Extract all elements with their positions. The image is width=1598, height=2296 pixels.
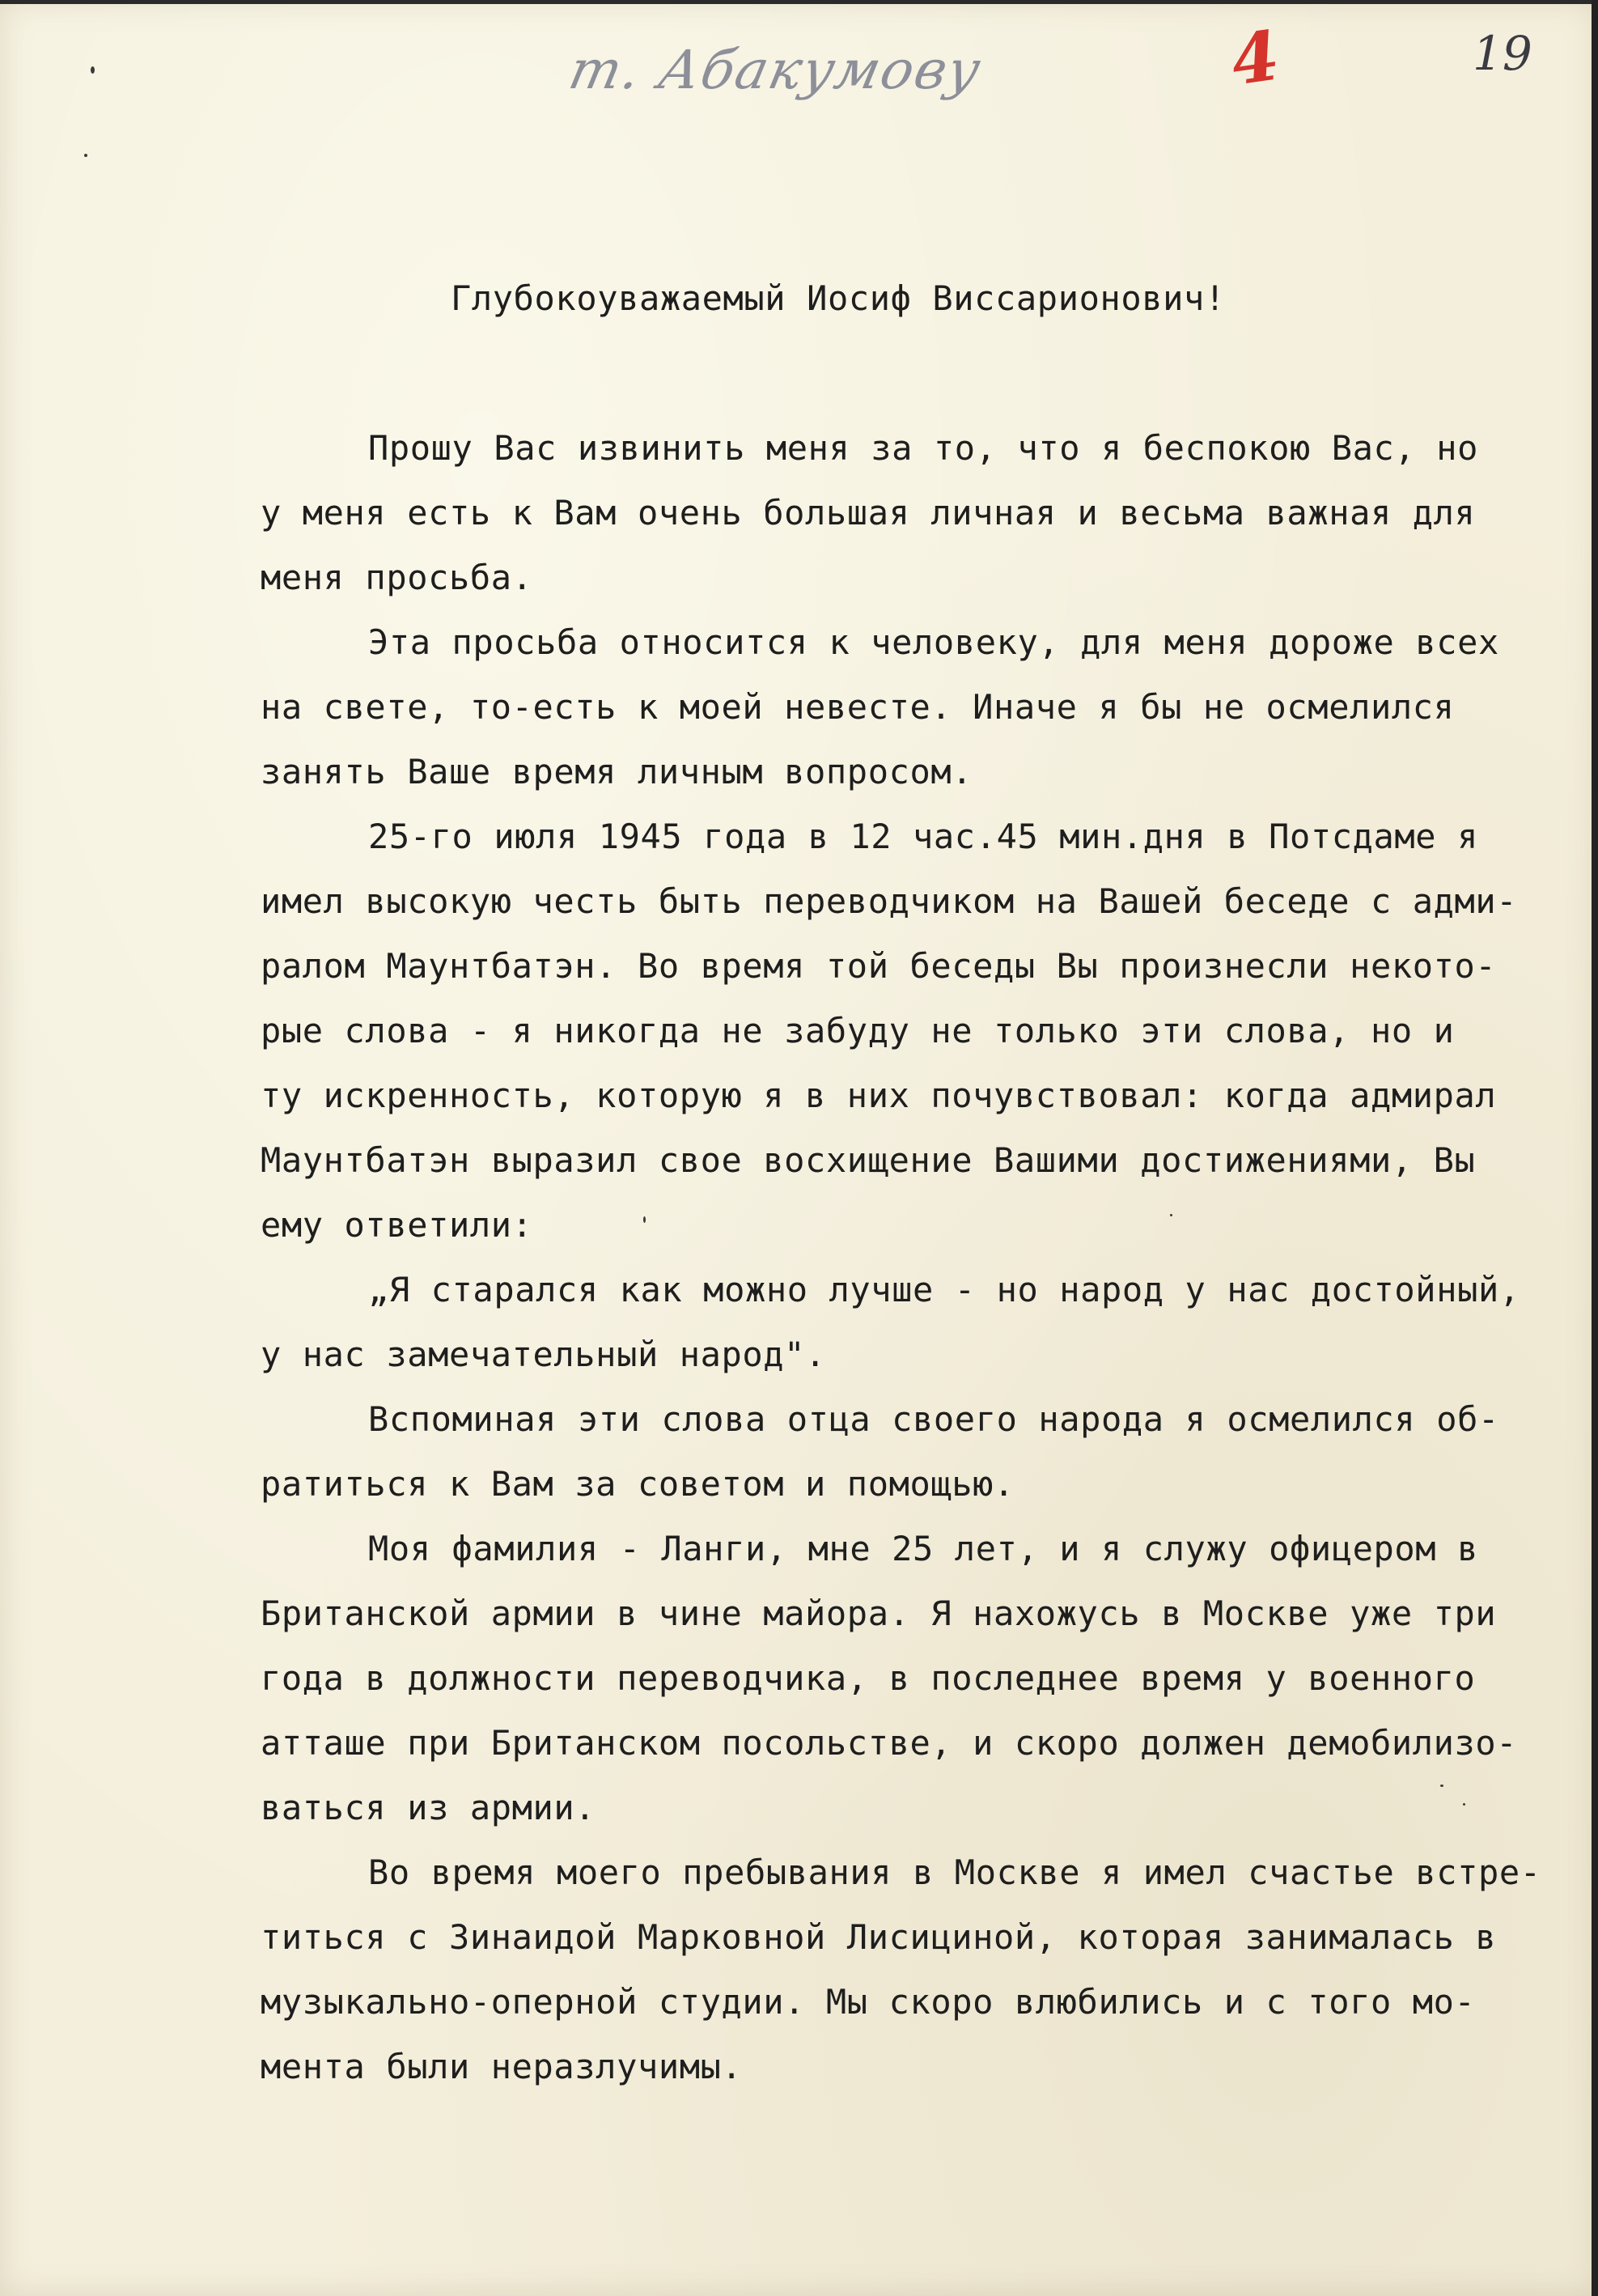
letter-line: Маунтбатэн выразил свое восхищение Вашими достижениями, Вы	[261, 1140, 1476, 1180]
letter-line: на свете, то-есть к моей невесте. Иначе я бы не осмелился	[261, 687, 1455, 727]
letter-line: года в должности переводчика, в последнее время у военного	[261, 1658, 1476, 1698]
letter-line: 25-го июля 1945 года в 12 час.45 мин.дня в Потсдаме я	[368, 817, 1478, 856]
letter-line: ралом Маунтбатэн. Во время той беседы Вы произнесли некото-	[261, 946, 1497, 986]
letter-line: титься с Зинаидой Марковной Лисициной, которая занималась в	[261, 1917, 1497, 1957]
paper-speck	[91, 66, 95, 74]
paper-speck	[1170, 1214, 1172, 1216]
letter-line: мента были неразлучимы.	[261, 2047, 743, 2086]
letter-line: ему ответили:	[261, 1205, 533, 1245]
letter-line: Эта просьба относится к человеку, для меня дороже всех	[368, 622, 1499, 662]
letter-line: рые слова - я никогда не забуду не только эти слова, но и	[261, 1011, 1455, 1050]
letter-line: ратиться к Вам за советом и помощью.	[261, 1464, 1015, 1504]
letter-line: Британской армии в чине майора. Я нахожусь в Москве уже три	[261, 1594, 1497, 1633]
letter-line: занять Ваше время личным вопросом.	[261, 752, 973, 792]
letter-line: музыкально-оперной студии. Мы скоро влюбились и с того мо-	[261, 1982, 1476, 2022]
paper-speck	[643, 1216, 646, 1223]
letter-line: у меня есть к Вам очень большая личная и весьма важная для	[261, 493, 1476, 533]
paper-speck	[84, 154, 87, 157]
letter-line: ту искренность, которую я в них почувствовал: когда адмирал	[261, 1076, 1497, 1115]
letter-line: имел высокую честь быть переводчиком на Вашей беседе с адми-	[261, 881, 1518, 921]
letter-line: меня просьба.	[261, 558, 533, 597]
letter-line: ваться из армии.	[261, 1788, 596, 1827]
paper-speck	[1463, 1803, 1465, 1806]
paper-speck	[1440, 1785, 1443, 1787]
handwritten-addressee: т. Абакумову	[563, 39, 988, 101]
scan-edge-right	[1592, 0, 1598, 2296]
letter-line: у нас замечательный народ".	[261, 1335, 826, 1374]
letter-salutation: Глубокоуважаемый Иосиф Виссарионович!	[451, 278, 1226, 318]
letter-line: Моя фамилия - Ланги, мне 25 лет, и я служу офицером в	[368, 1529, 1478, 1568]
red-pencil-mark: 4	[1226, 15, 1285, 101]
folio-number: 19	[1473, 26, 1532, 81]
letter-line: Прошу Вас извинить меня за то, что я беспокою Вас, но	[368, 428, 1478, 468]
letter-line: „Я старался как можно лучше - но народ у нас достойный,	[368, 1270, 1520, 1309]
scan-edge-top	[0, 0, 1598, 4]
letter-line: атташе при Британском посольстве, и скоро должен демобилизо-	[261, 1723, 1518, 1763]
letter-line: Вспоминая эти слова отца своего народа я осмелился об-	[368, 1399, 1499, 1439]
letter-line: Во время моего пребывания в Москве я имел счастье встре-	[368, 1853, 1541, 1892]
